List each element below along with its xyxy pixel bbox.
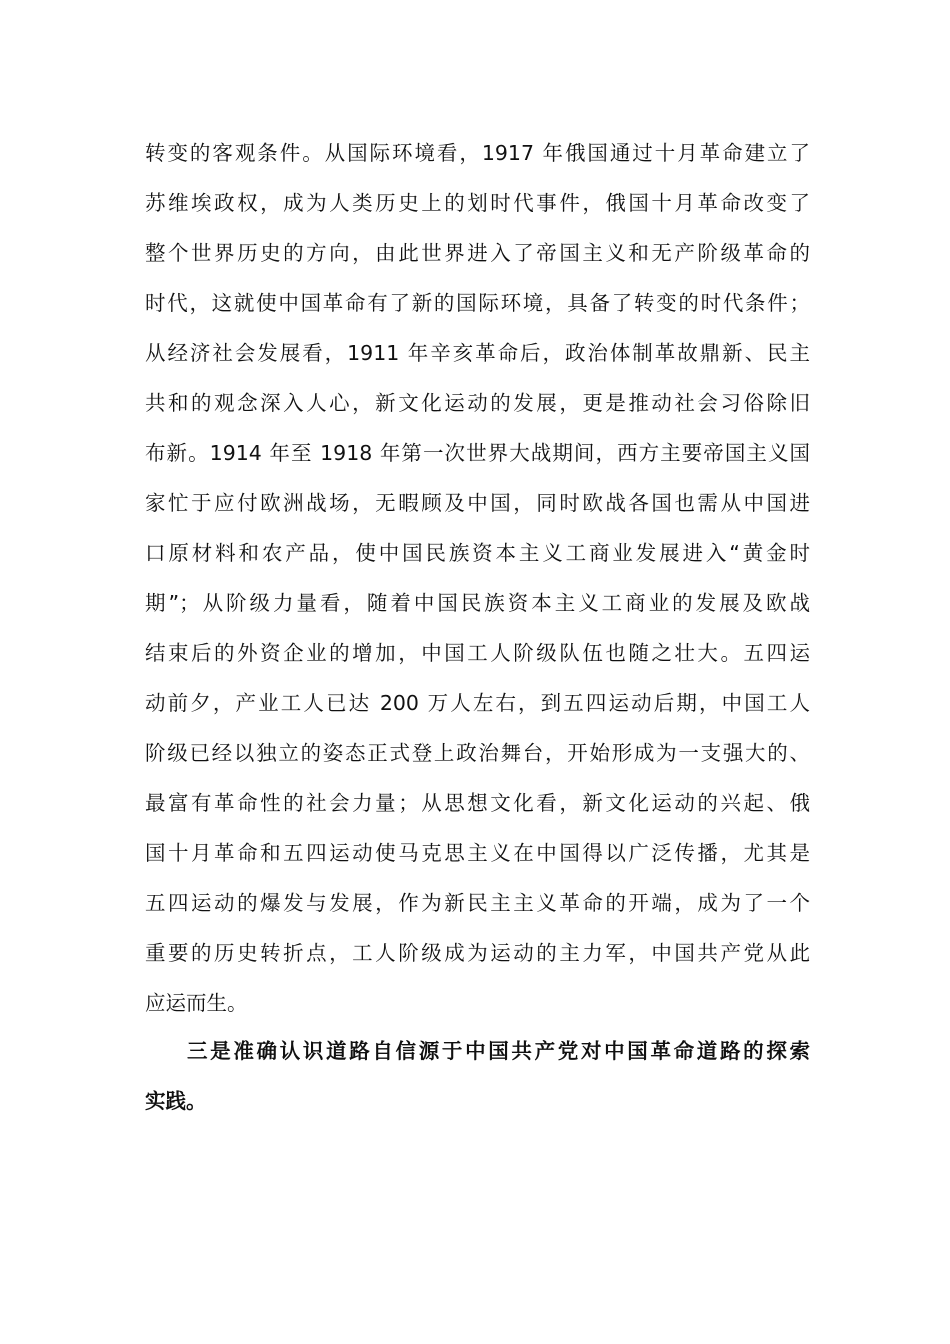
paragraph-line: 口原材料和农产品，使中国民族资本主义工商业发展进入“黄金时	[145, 541, 810, 565]
paragraph-line: 家忙于应付欧洲战场，无暇顾及中国，同时欧战各国也需从中国进	[145, 491, 810, 515]
paragraph-line: 重要的历史转折点，工人阶级成为运动的主力军，中国共产党从此	[145, 941, 810, 965]
heading-line: 三是准确认识道路自信源于中国共产党对中国革命道路的探索	[187, 1039, 810, 1063]
paragraph-line: 结束后的外资企业的增加，中国工人阶级队伍也随之壮大。五四运	[145, 641, 810, 665]
paragraph-line: 时代，这就使中国革命有了新的国际环境，具备了转变的时代条件；	[145, 291, 810, 315]
paragraph-line: 期”；从阶级力量看，随着中国民族资本主义工商业的发展及欧战	[145, 591, 810, 615]
paragraph-line: 五四运动的爆发与发展，作为新民主主义革命的开端，成为了一个	[145, 891, 810, 915]
paragraph-line: 动前夕，产业工人已达 200 万人左右，到五四运动后期，中国工人	[145, 691, 810, 715]
paragraph-line: 国十月革命和五四运动使马克思主义在中国得以广泛传播，尤其是	[145, 841, 810, 865]
paragraph-line: 阶级已经以独立的姿态正式登上政治舞台，开始形成为一支强大的、	[145, 741, 810, 765]
paragraph-line: 共和的观念深入人心，新文化运动的发展，更是推动社会习俗除旧	[145, 391, 810, 415]
paragraph-line: 苏维埃政权，成为人类历史上的划时代事件，俄国十月革命改变了	[145, 191, 810, 215]
paragraph-line: 应运而生。	[145, 991, 248, 1015]
paragraph-line: 从经济社会发展看，1911 年辛亥革命后，政治体制革故鼎新、民主	[145, 341, 810, 365]
heading-line: 实践。	[145, 1089, 207, 1113]
paragraph-line: 转变的客观条件。从国际环境看，1917 年俄国通过十月革命建立了	[145, 141, 810, 165]
paragraph-line: 最富有革命性的社会力量；从思想文化看，新文化运动的兴起、俄	[145, 791, 810, 815]
paragraph-line: 整个世界历史的方向，由此世界进入了帝国主义和无产阶级革命的	[145, 241, 810, 265]
paragraph-line: 布新。1914 年至 1918 年第一次世界大战期间，西方主要帝国主义国	[145, 441, 810, 465]
